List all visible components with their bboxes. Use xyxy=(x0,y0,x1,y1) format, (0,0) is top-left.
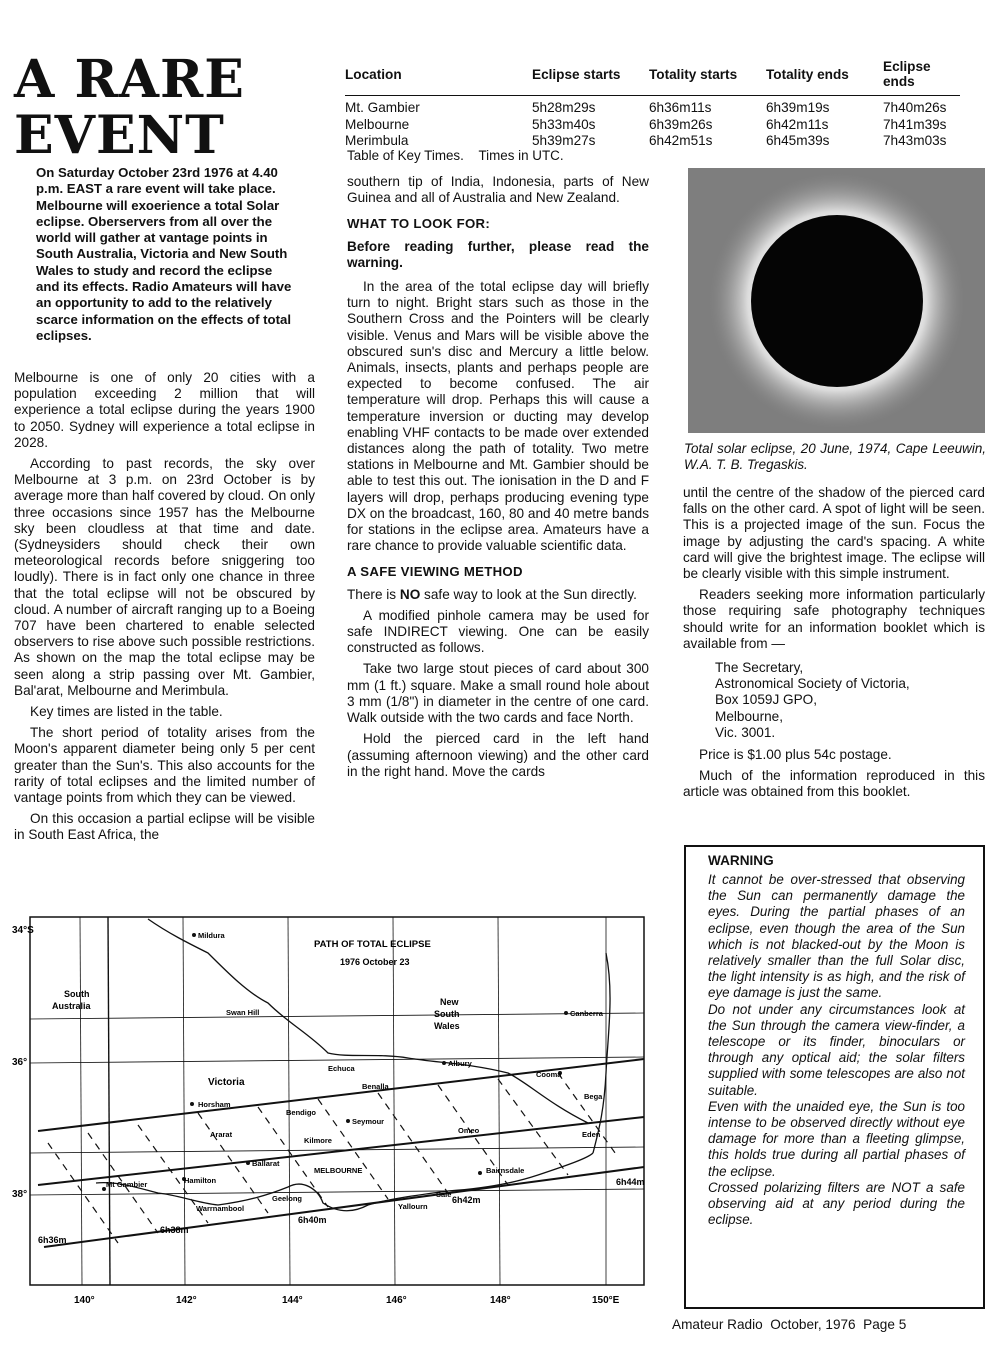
town-label: Echuca xyxy=(328,1064,355,1073)
address-line: Astronomical Society of Victoria, xyxy=(715,676,910,692)
table-cell: Mt. Gambier xyxy=(345,100,420,115)
page-footer: Amateur Radio October, 1976 Page 5 xyxy=(672,1317,907,1332)
column-1 xyxy=(14,370,315,849)
col3-paragraph: until the centre of the shadow of the pierced card falls on the other card. A spot of light will be seen. This is a projected image of the sun. Focus the image by adjusting the card's spacing. A white card will give the brightest image. The eclipse will be clearly visible with this simple instrument. xyxy=(683,485,985,582)
time-label: 6h36m xyxy=(38,1235,67,1245)
table-header: Eclipse ends xyxy=(883,57,960,96)
col2-paragraph: southern tip of India, Indonesia, parts of New Guinea and all of Australia and New Zealand. xyxy=(347,174,649,206)
town-label: Cooma xyxy=(536,1070,562,1079)
map-grid xyxy=(30,917,644,1285)
table-cell: 6h39m26s xyxy=(649,116,713,132)
town-label: Canberra xyxy=(570,1009,603,1018)
town-label: Warrnambool xyxy=(196,1204,245,1213)
warning-notice: Before reading further, please read the warning. xyxy=(347,238,649,270)
column-2 xyxy=(347,174,649,785)
col1-paragraph: Melbourne is one of only 20 cities with a population exceeding 2 million that will experience a total eclipse during the years 1900 to 2050. Sydney will experience a total eclipse in 2028. xyxy=(14,370,315,450)
totality-path xyxy=(38,1059,644,1247)
col1-paragraph: Key times are listed in the table. xyxy=(30,704,223,720)
title-line-2: EVENT xyxy=(14,105,225,166)
town-label: Benalla xyxy=(362,1082,389,1091)
title-line-1: A RARE xyxy=(14,49,245,110)
lon-label: 142° xyxy=(176,1295,197,1306)
table-header: Eclipse starts xyxy=(532,57,649,96)
region-label: Wales xyxy=(434,1021,460,1031)
town-label: Albury xyxy=(448,1059,472,1068)
eclipse-image xyxy=(688,168,985,433)
section-heading-what-to-look-for: WHAT TO LOOK FOR: xyxy=(347,216,491,232)
text-span: There is xyxy=(347,586,400,602)
table-header: Totality starts xyxy=(649,57,766,96)
time-label: 6h38m xyxy=(160,1225,189,1235)
town-label: Swan Hill xyxy=(226,1008,260,1017)
table-cell: 5h28m29s xyxy=(532,100,596,115)
intro-paragraph: On Saturday October 23rd 1976 at 4.40 p.m. EAST a rare event will take place. Melbourne will exoerience a total Solar eclipse. Oberservers from all over the world will gather at vantage points in South Australia, Victoria and New South Wales to study and record the eclipse and its effects. Radio Amateurs will have an opportunity to add to the relatively scarce information on the effects of total eclipses. xyxy=(36,165,292,343)
town-label: Sale xyxy=(436,1190,452,1199)
warning-box xyxy=(684,845,985,1309)
col2-paragraph: Hold the pierced card in the left hand (assuming afternoon viewing) and the other card in the right hand. Move the cards xyxy=(347,731,649,779)
region-label: Australia xyxy=(52,1001,91,1011)
photo-caption: Total solar eclipse, 20 June, 1974, Cape Leeuwin, W.A. T. B. Tregaskis. xyxy=(684,441,986,472)
article-title xyxy=(14,49,334,166)
col1-paragraph: On this occasion a partial eclipse will be visible in South East Africa, the xyxy=(14,811,315,843)
col1-paragraph: According to past records, the sky over Melbourne at 3 p.m. on 23rd October is by average more than half covered by cloud. On only three occasions since 1957 has the Melbourne sky been cloudless at that time and date. (Sydneysiders should check their own meteorological records before sniggering too loudly). There is in fact only one chance in three that the total eclipse will not be obscured by cloud. A number of aircraft ranging up to a Boeing 707 have been chartered to enable selected observers to rise above such possible restrictions. As shown on the map the total eclipse may be seen along a strip passing over Mt. Gambier, Bal'arat, Melbourne and Merimbula. xyxy=(14,456,315,698)
town-label: Bairnsdale xyxy=(486,1166,525,1175)
text-span: safe way to look at the Sun directly. xyxy=(420,586,637,602)
table-caption: Table of Key Times. Times in UTC. xyxy=(347,148,564,163)
address-line: Box 1059J GPO, xyxy=(715,692,818,708)
town-label: Hamilton xyxy=(184,1176,217,1185)
region-label: South xyxy=(64,989,90,999)
table-cell: 6h36m11s xyxy=(649,100,712,115)
time-label: 6h44m xyxy=(616,1177,645,1187)
table-cell: Merimbula xyxy=(345,133,409,148)
town-label: Mildura xyxy=(198,931,225,940)
town-label: MELBOURNE xyxy=(314,1166,363,1175)
table-row xyxy=(345,117,960,134)
lon-label: 146° xyxy=(386,1295,407,1306)
table-cell: Melbourne xyxy=(345,116,410,132)
town-label: Eden xyxy=(582,1130,601,1139)
warning-paragraph: Even with the unaided eye, the Sun is too intense to be observed directly without eye damage for more than a fleeting glimpse, this holds true during all partial phases of the eclipse. xyxy=(708,1098,965,1179)
table-cell: 6h42m11s xyxy=(766,116,829,132)
col3-paragraph: Price is $1.00 plus 54c postage. xyxy=(699,747,892,763)
warning-title: WARNING xyxy=(708,853,774,868)
col2-paragraph xyxy=(347,587,649,603)
table-cell: 6h42m51s xyxy=(649,133,713,148)
column-3 xyxy=(683,485,985,806)
region-label: New xyxy=(440,997,459,1007)
col2-paragraph: A modified pinhole camera may be used for safe INDIRECT viewing. One can be easily constructed as follows. xyxy=(347,607,649,656)
time-label: 6h40m xyxy=(298,1215,327,1225)
table-cell: 7h43m03s xyxy=(883,133,947,148)
map-frame xyxy=(30,917,644,1285)
town-label: Seymour xyxy=(352,1117,385,1126)
region-label: Victoria xyxy=(208,1077,245,1088)
table-header: Totality ends xyxy=(766,57,883,96)
address-line: Vic. 3001. xyxy=(715,724,776,740)
key-times-table-wrapper xyxy=(345,57,985,150)
town-label: Ararat xyxy=(210,1130,233,1139)
time-label: 6h42m xyxy=(452,1195,481,1205)
col2-paragraph: In the area of the total eclipse day will briefly turn to night. Bright stars such as those in the Southern Cross and the Pointers will be clearly visible. Venus and Mars will be visible above the obscured sun's disc and Mercury a little below. Animals, insects, plants and perhaps people are expected to become confused. The air temperature will drop. Perhaps this will cause a temperature inversion or ducting may develop enabling VHF contacts to be made over extended distances along the path of totality. Two metre stations in Melbourne and Mt. Gambier should be able to test this out. The ionisation in the D and F layers will drop, perhaps producing evening type DX on the broadcast, 160, 80 and 40 metre bands for stations in the eclipse area. Amateurs have a rare chance to provide valuable scientific data. xyxy=(347,279,649,554)
table-header: Location xyxy=(345,57,532,96)
col1-paragraph: The short period of totality arises from the Moon's apparent diameter being only 5 per cent greater than the Sun's. This also accounts for the rarity of total eclipses and the limited number of vantage points from which they can be viewed. xyxy=(14,725,315,806)
town-label: Bendigo xyxy=(286,1108,316,1117)
time-lines xyxy=(48,1073,618,1243)
lat-label: 34°S xyxy=(12,925,34,936)
warning-paragraph: Do not under any circumstances look at the Sun through the camera view-finder, a telescope or its finder, binoculars or through any optical aid; the solar filters supplied with some telescopes are also not suitable. xyxy=(708,1001,965,1098)
section-heading-safe-viewing: A SAFE VIEWING METHOD xyxy=(347,564,523,580)
table-cell: 7h40m26s xyxy=(883,100,947,115)
map-svg xyxy=(8,913,650,1313)
address-line: The Secretary, xyxy=(715,660,804,676)
region-label: South xyxy=(434,1009,460,1019)
table-cell: 5h39m27s xyxy=(532,133,596,148)
lon-label: 148° xyxy=(490,1295,511,1306)
town-label: Kilmore xyxy=(304,1136,332,1145)
lat-label: 38° xyxy=(12,1189,28,1200)
address-line: Melbourne, xyxy=(715,708,784,724)
warning-paragraph: It cannot be over-stressed that observing the Sun can permanently damage the eyes. During the partial phases of an eclipse, even though the area of the Sun which is not blacked-out by the Moon is relatively smaller than the full Solar disc, the light intensity is as high, and the risk of eye damage is just the same. xyxy=(708,872,965,1001)
eclipse-photo xyxy=(688,168,985,433)
eclipse-path-map xyxy=(8,913,650,1313)
town-label: Bega xyxy=(584,1092,603,1101)
lat-label: 36° xyxy=(12,1057,28,1068)
map-subtitle: 1976 October 23 xyxy=(340,957,410,967)
vic-coastline xyxy=(96,1153,593,1211)
lon-label: 150°E xyxy=(592,1295,620,1306)
emphasis-no: NO xyxy=(399,586,421,602)
table-cell: 6h39m19s xyxy=(766,100,830,115)
lon-label: 144° xyxy=(282,1295,303,1306)
table-row xyxy=(345,96,960,117)
town-label: Omeo xyxy=(458,1126,480,1135)
town-label: Yallourn xyxy=(398,1202,428,1211)
table-cell: 6h45m39s xyxy=(766,133,830,148)
table-header-row xyxy=(345,57,960,96)
lon-label: 140° xyxy=(74,1295,95,1306)
col2-paragraph: Take two large stout pieces of card about 300 mm (1 ft.) square. Make a small round hole about 3 mm (1/8") in diameter in the centre of one card. Walk outside with the two cards and face North. xyxy=(347,661,649,726)
table-cell: 5h33m40s xyxy=(532,116,596,132)
map-title: PATH OF TOTAL ECLIPSE xyxy=(314,939,431,950)
table-cell: 7h41m39s xyxy=(883,116,947,132)
town-label: Horsham xyxy=(198,1100,231,1109)
town-label: Geelong xyxy=(272,1194,303,1203)
key-times-table xyxy=(345,57,960,150)
col3-paragraph: Readers seeking more information particularly those requiring safe photography techniques should write for an information booklet which is available from — xyxy=(683,587,985,651)
town-label: Ballarat xyxy=(252,1159,280,1168)
town-label: Mt Gambier xyxy=(106,1180,148,1189)
address-block xyxy=(715,660,985,741)
warning-paragraph: Crossed polarizing filters are NOT a safe observing aid at any period during the eclipse. xyxy=(708,1179,965,1228)
col3-paragraph: Much of the information reproduced in this article was obtained from this booklet. xyxy=(683,768,985,800)
